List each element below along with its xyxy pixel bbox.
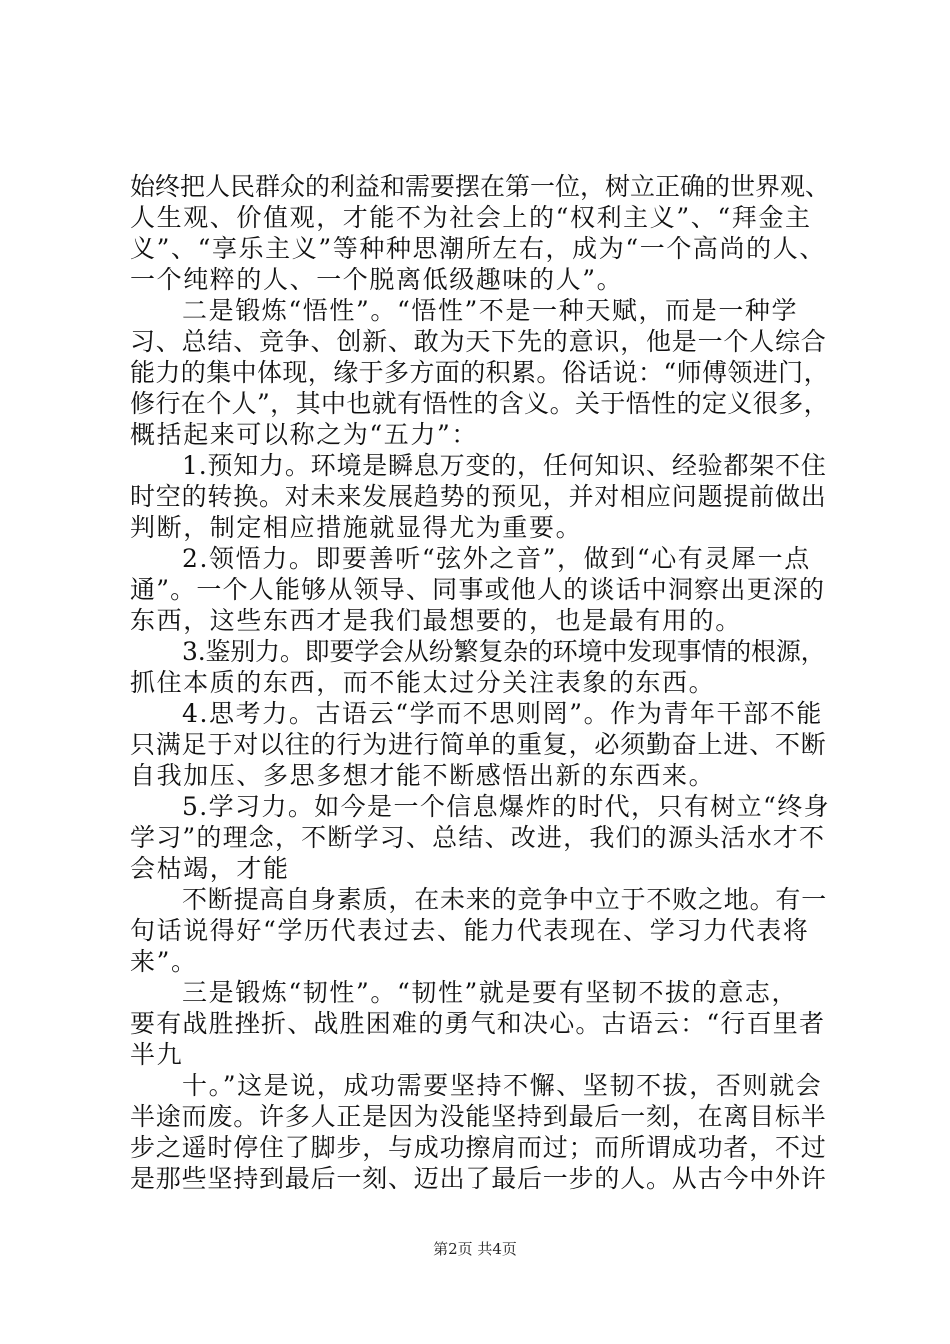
text-line: 习、总结、竞争、创新、敢为天下先的意识，他是一个人综合 bbox=[130, 327, 827, 356]
text-line: 3.鉴别力。即要学会从纷繁复杂的环境中发现事情的根源， bbox=[182, 637, 826, 666]
text-line: 步之遥时停住了脚步，与成功擦肩而过；而所谓成功者，不过 bbox=[130, 1133, 827, 1162]
text-line: 义”、“享乐主义”等种种思潮所左右，成为“一个高尚的人、 bbox=[130, 234, 826, 263]
text-line: 一个纯粹的人、一个脱离低级趣味的人”。 bbox=[130, 265, 624, 294]
text-line: 是那些坚持到最后一刻、迈出了最后一步的人。从古今中外许 bbox=[130, 1164, 827, 1193]
text-line: 人生观、价值观，才能不为社会上的“权利主义”、“拜金主 bbox=[130, 203, 812, 232]
page-footer: 第2页 共4页 bbox=[433, 1240, 517, 1258]
text-line: 1.预知力。环境是瞬息万变的，任何知识、经验都架不住 bbox=[182, 451, 827, 480]
text-line: 要有战胜挫折、战胜困难的勇气和决心。古语云：“行百里者 bbox=[130, 1009, 826, 1038]
text-line: 三是锻炼“韧性”。“韧性”就是要有坚韧不拔的意志， bbox=[182, 978, 799, 1007]
text-line: 半途而废。许多人正是因为没能坚持到最后一刻，在离目标半 bbox=[130, 1102, 827, 1131]
text-line: 二是锻炼“悟性”。“悟性”不是一种天赋，而是一种学 bbox=[182, 296, 799, 325]
text-line: 句话说得好“学历代表过去、能力代表现在、学习力代表将 bbox=[130, 916, 810, 945]
text-line: 学习”的理念，不断学习、总结、改进，我们的源头活水才不 bbox=[130, 823, 826, 852]
text-line: 判断，制定相应措施就显得尤为重要。 bbox=[130, 513, 583, 542]
text-line: 不断提高自身素质，在未来的竞争中立于不败之地。有一 bbox=[182, 885, 828, 914]
text-line: 十。”这是说，成功需要坚持不懈、坚韧不拔，否则就会 bbox=[182, 1071, 823, 1100]
text-line: 会枯竭，才能 bbox=[130, 854, 290, 883]
text-line: 能力的集中体现，缘于多方面的积累。俗话说：“师傅领进门， bbox=[130, 358, 829, 387]
text-line: 时空的转换。对未来发展趋势的预见，并对相应问题提前做出 bbox=[130, 482, 827, 511]
text-line: 2.领悟力。即要善听“弦外之音”，做到“心有灵犀一点 bbox=[182, 544, 811, 573]
text-line: 始终把人民群众的利益和需要摆在第一位，树立正确的世界观、 bbox=[130, 172, 831, 201]
text-line: 半九 bbox=[130, 1040, 184, 1069]
text-line: 自我加压、多思多想才能不断感悟出新的东西来。 bbox=[130, 761, 716, 790]
text-line: 4.思考力。古语云“学而不思则罔”。作为青年干部不能 bbox=[182, 699, 824, 728]
text-line: 概括起来可以称之为“五力”： bbox=[130, 420, 478, 449]
text-line: 修行在个人”，其中也就有悟性的含义。关于悟性的定义很多， bbox=[130, 389, 829, 418]
text-line: 抓住本质的东西，而不能太过分关注表象的东西。 bbox=[130, 668, 716, 697]
text-line: 东西，这些东西才是我们最想要的，也是最有用的。 bbox=[130, 606, 742, 635]
text-line: 只满足于对以往的行为进行简单的重复，必须勤奋上进、不断 bbox=[130, 730, 827, 759]
text-line: 来”。 bbox=[130, 947, 198, 976]
text-line: 通”。一个人能够从领导、同事或他人的谈话中洞察出更深的 bbox=[130, 575, 826, 604]
body-text bbox=[130, 171, 830, 1194]
text-line: 5.学习力。如今是一个信息爆炸的时代，只有树立“终身 bbox=[182, 792, 831, 821]
